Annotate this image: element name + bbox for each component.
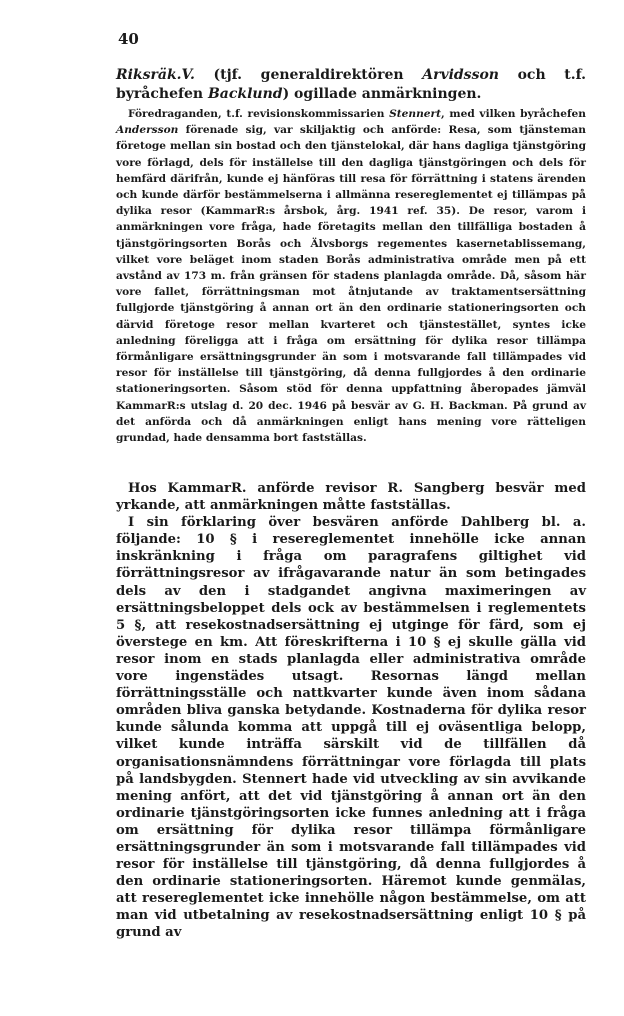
appeal-paragraph: Hos KammarR. anförde revisor R. Sangberg besvär med yrkande, att anmärkningen måtte fastställas. [116, 481, 586, 514]
dissent-text: Föredraganden, t.f. revisionskommissarien Stennert, med vilken byråchefen Andersson förenade sig, var skiljaktig och anförde: Resa, som tjänsteman företoge mellan sin bostad och den tjänstelokal, där hans dagliga tjänstgöring vore förlagd, dels för inställelse till den dagliga tjänstgöringen och dels för hemfärd därifrån, kunde ej hänföras till resa för förrättning i statens ärenden och kunde därför bestämmelserna i allmänna resereglementet ej tillämpas på dylika resor (KammarR:s årsbok, årg. 1941 ref. 35). De resor, varom i anmärkningen vore fråga, hade företagits mellan den tillfälliga bostaden å tjänstgöringsorten Borås och Älvsborgs regementes kasernetablissemang, vilket vore beläget inom staden Borås administrativa område men på ett avstånd av 173 m. från gränsen för stadens planlagda område. Då, såsom här vore fallet, förrättningsman mot åtnjutande av traktamentsersättning fullgjorde tjänstgöring å annan ort än den ordinarie stationeringsorten och därvid företoge resor mellan kvarteret och tjänstestället, syntes icke anledning föreligga att i fråga om ersättning för dylika resor tillämpa förmånligare ersättningsgrunder än som i motsvarande fall tillämpades vid resor för inställelse till tjänstgöring, då denna fullgjordes å den ordinarie stationeringsorten. Såsom stöd för denna uppfattning åberopades jämväl KammarR:s utslag d. 20 dec. 1946 på besvär av G. H. Backman. På grund av det anförda och då anmärkningen enligt hans mening vore rätteligen grundad, hade densamma bort fastställas. [116, 108, 586, 445]
body-text [116, 480, 586, 942]
person-name: Andersson [116, 124, 179, 137]
person-name: Stennert [389, 108, 442, 120]
person-name: Backlund [207, 86, 283, 102]
intro-text: Riksräk.V. (tjf. generaldirektören Arvidsson och t.f. byråchefen Backlund) ogillade anmärkningen. [116, 67, 586, 102]
explanation-paragraph: I sin förklaring över besvären anförde Dahlberg bl. a. följande: 10 § i resereglementet innehölle icke annan inskränkning i fråga om paragrafens giltighet vid förrättningsresor av ifrågavarande natur än som betingades dels av den i stadgandet angivna maximeringen av ersättningsbeloppet dels ock av bestämmelsen i reglementets 5 §, att resekostnadsersättning ej utginge för färd, som ej överstege en km. Att föreskrifterna i 10 § ej skulle gälla vid resor inom en stads planlagda eller administrativa område vore ingenstädes utsagt. Resornas längd mellan förrättningsställe och nattkvarter kunde även inom sådana områden bliva ganska betydande. Kostnaderna för dylika resor kunde sålunda komma att uppgå till ej oväsentliga belopp, vilket kunde inträffa särskilt vid de tillfällen då organisationsnämndens förrättningar vore förlagda till plats på landsbygden. Stennert hade vid utveckling av sin avvikande mening anfört, att det vid tjänstgöring å annan ort än den ordinarie tjänstgöringsorten icke funnes anledning att i fråga om ersättning för dylika resor tillämpa förmånligare ersättningsgrunder än som i motsvarande fall tillämpades vid resor för inställelse till tjänstgöring, då denna fullgjordes å den ordinarie stationeringsorten. Häremot kunde genmälas, att resereglementet icke innehölle någon bestämmelse, om att man vid utbetalning av resekostnadsersättning enligt 10 § på grund av [116, 515, 586, 941]
person-name: Arvidsson [422, 67, 499, 83]
page-number: 40 [118, 30, 139, 48]
dissent-paragraph [116, 106, 586, 446]
case-label: Riksräk.V. [116, 67, 195, 83]
intro-paragraph [116, 66, 586, 104]
